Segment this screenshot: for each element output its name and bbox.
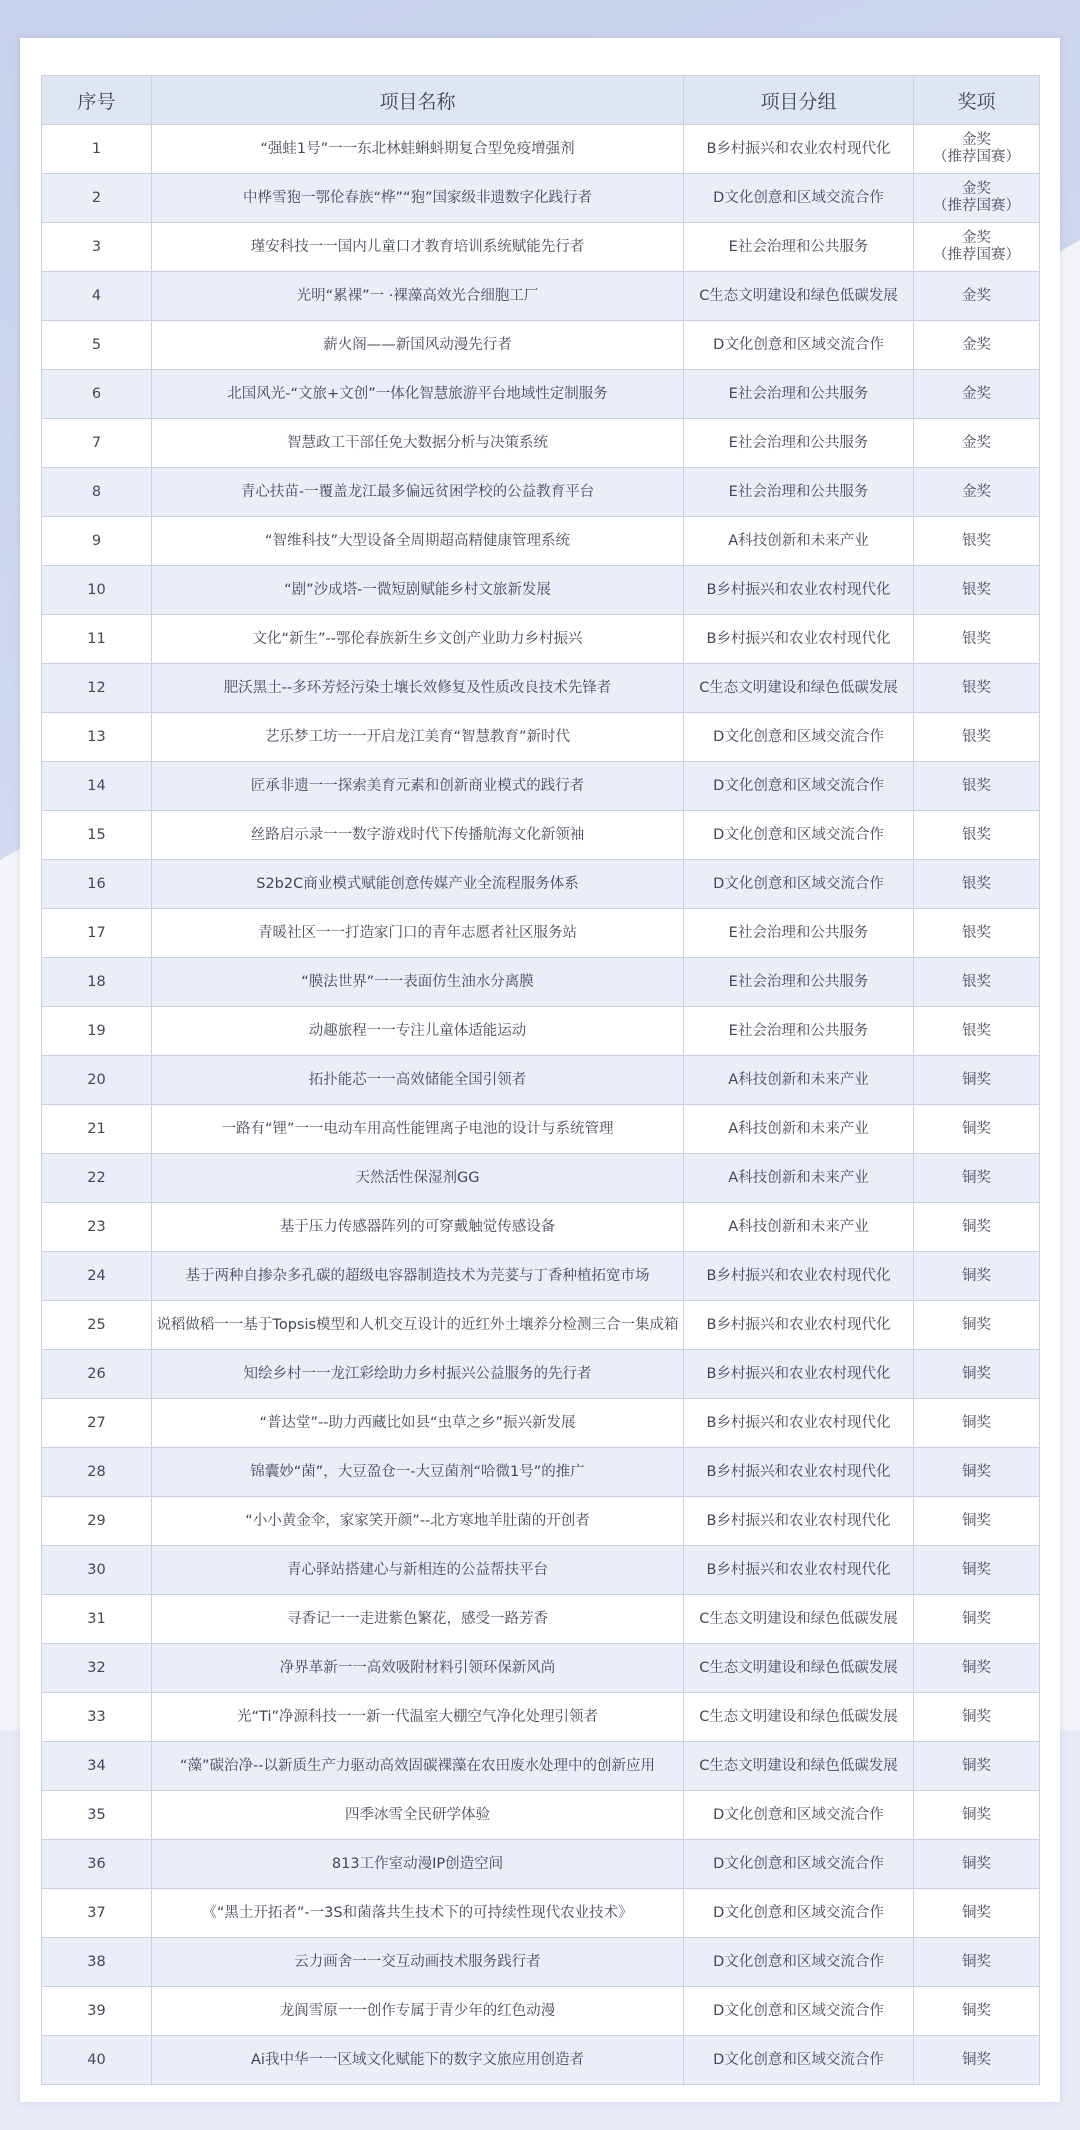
cell-project-group: C生态文明建设和绿色低碳发展 <box>684 1693 914 1742</box>
cell-index: 25 <box>42 1301 152 1350</box>
cell-index: 13 <box>42 713 152 762</box>
cell-project-name: 中桦雪狍一鄂伦春族“桦”“狍”国家级非遗数字化践行者 <box>152 174 684 223</box>
table-row <box>42 664 1040 713</box>
cell-award: 银奖 <box>914 517 1040 566</box>
table-row <box>42 1007 1040 1056</box>
cell-project-name: 光“Ti”净源科技一一新一代温室大棚空气净化处理引领者 <box>152 1693 684 1742</box>
cell-project-group: C生态文明建设和绿色低碳发展 <box>684 1742 914 1791</box>
cell-index: 35 <box>42 1791 152 1840</box>
cell-project-name: 薪火阁——新国风动漫先行者 <box>152 321 684 370</box>
cell-project-group: B乡村振兴和农业农村现代化 <box>684 1546 914 1595</box>
cell-index: 32 <box>42 1644 152 1693</box>
cell-index: 23 <box>42 1203 152 1252</box>
cell-project-group: E社会治理和公共服务 <box>684 223 914 272</box>
cell-project-name: 丝路启示录一一数字游戏时代下传播航海文化新领袖 <box>152 811 684 860</box>
cell-award: 金奖 <box>914 370 1040 419</box>
table-row <box>42 468 1040 517</box>
cell-project-name: 动趣旅程一一专注儿童体适能运动 <box>152 1007 684 1056</box>
cell-project-group: B乡村振兴和农业农村现代化 <box>684 1448 914 1497</box>
table-row <box>42 174 1040 223</box>
cell-project-name: S2b2C商业模式赋能创意传媒产业全流程服务体系 <box>152 860 684 909</box>
table-row <box>42 1987 1040 2036</box>
cell-award: 银奖 <box>914 1007 1040 1056</box>
table-row <box>42 909 1040 958</box>
cell-index: 10 <box>42 566 152 615</box>
cell-index: 40 <box>42 2036 152 2085</box>
cell-project-name: 北国风光-“文旅+文创”一体化智慧旅游平台地域性定制服务 <box>152 370 684 419</box>
cell-project-group: E社会治理和公共服务 <box>684 419 914 468</box>
cell-project-name: 肥沃黑土--多环芳烃污染土壤长效修复及性质改良技术先锋者 <box>152 664 684 713</box>
cell-award: 银奖 <box>914 909 1040 958</box>
cell-award: 铜奖 <box>914 1301 1040 1350</box>
cell-project-name: 艺乐梦工坊一一开启龙江美育“智慧教育”新时代 <box>152 713 684 762</box>
cell-project-name: “藻”碳治净--以新质生产力驱动高效固碳裸藻在农田废水处理中的创新应用 <box>152 1742 684 1791</box>
cell-project-name: 青心驿站搭建心与新相连的公益帮扶平台 <box>152 1546 684 1595</box>
cell-index: 4 <box>42 272 152 321</box>
cell-project-name: 锦囊妙“菌”，大豆盈仓一-大豆菌剂“哈微1号”的推广 <box>152 1448 684 1497</box>
table-row <box>42 713 1040 762</box>
header-award: 奖项 <box>914 76 1040 125</box>
cell-index: 3 <box>42 223 152 272</box>
cell-project-name: 寻香记一一走进紫色繁花，感受一路芳香 <box>152 1595 684 1644</box>
cell-project-group: E社会治理和公共服务 <box>684 468 914 517</box>
cell-index: 16 <box>42 860 152 909</box>
cell-index: 8 <box>42 468 152 517</box>
table-row <box>42 1301 1040 1350</box>
cell-project-group: D文化创意和区域交流合作 <box>684 860 914 909</box>
cell-project-group: B乡村振兴和农业农村现代化 <box>684 1301 914 1350</box>
cell-award: 银奖 <box>914 762 1040 811</box>
table-row <box>42 1203 1040 1252</box>
cell-award: 铜奖 <box>914 1889 1040 1938</box>
cell-project-group: D文化创意和区域交流合作 <box>684 713 914 762</box>
award-list-card <box>20 38 1060 2102</box>
cell-project-group: D文化创意和区域交流合作 <box>684 321 914 370</box>
cell-award: 铜奖 <box>914 1595 1040 1644</box>
cell-award: 铜奖 <box>914 1546 1040 1595</box>
cell-project-name: 光明“累裸”一 ·裸藻高效光合细胞工厂 <box>152 272 684 321</box>
cell-project-group: B乡村振兴和农业农村现代化 <box>684 1497 914 1546</box>
cell-index: 26 <box>42 1350 152 1399</box>
cell-index: 19 <box>42 1007 152 1056</box>
table-row <box>42 419 1040 468</box>
cell-award: 铜奖 <box>914 1154 1040 1203</box>
table-row <box>42 860 1040 909</box>
cell-project-name: “智维科技”大型设备全周期超高精健康管理系统 <box>152 517 684 566</box>
cell-project-group: A科技创新和未来产业 <box>684 1105 914 1154</box>
cell-award: 铜奖 <box>914 1742 1040 1791</box>
table-row <box>42 2036 1040 2085</box>
cell-index: 20 <box>42 1056 152 1105</box>
cell-project-group: C生态文明建设和绿色低碳发展 <box>684 664 914 713</box>
cell-project-name: 文化“新生”--鄂伦春族新生乡文创产业助力乡村振兴 <box>152 615 684 664</box>
cell-project-group: D文化创意和区域交流合作 <box>684 1987 914 2036</box>
cell-project-name: 说稻做稻一一基于Topsis模型和人机交互设计的近红外土壤养分检测三合一集成箱 <box>152 1301 684 1350</box>
table-row <box>42 1595 1040 1644</box>
cell-award: 金奖 <box>914 272 1040 321</box>
cell-award: 铜奖 <box>914 2036 1040 2085</box>
cell-project-group: D文化创意和区域交流合作 <box>684 762 914 811</box>
cell-award: 铜奖 <box>914 1105 1040 1154</box>
cell-index: 31 <box>42 1595 152 1644</box>
cell-award: 银奖 <box>914 860 1040 909</box>
cell-project-name: 《“黑土开拓者”-一3S和菌落共生技术下的可持续性现代农业技术》 <box>152 1889 684 1938</box>
table-row <box>42 517 1040 566</box>
cell-award: 金奖 <box>914 419 1040 468</box>
cell-award: 银奖 <box>914 566 1040 615</box>
cell-project-name: 龙阆雪原一一创作专属于青少年的红色动漫 <box>152 1987 684 2036</box>
cell-project-name: “膜法世界”一一表面仿生油水分离膜 <box>152 958 684 1007</box>
cell-award: 铜奖 <box>914 1987 1040 2036</box>
table-row <box>42 125 1040 174</box>
cell-project-name: 青心扶苗-一覆盖龙江最多偏远贫困学校的公益教育平台 <box>152 468 684 517</box>
cell-award: 银奖 <box>914 811 1040 860</box>
cell-project-name: “普达堂”--助力西藏比如县“虫草之乡”振兴新发展 <box>152 1399 684 1448</box>
cell-award: 银奖 <box>914 615 1040 664</box>
table-row <box>42 1644 1040 1693</box>
table-row <box>42 272 1040 321</box>
cell-award: 铜奖 <box>914 1252 1040 1301</box>
cell-project-name: 四季冰雪全民研学体验 <box>152 1791 684 1840</box>
table-row <box>42 1448 1040 1497</box>
cell-index: 17 <box>42 909 152 958</box>
table-row <box>42 1938 1040 1987</box>
cell-project-group: E社会治理和公共服务 <box>684 909 914 958</box>
table-row <box>42 1497 1040 1546</box>
cell-index: 24 <box>42 1252 152 1301</box>
cell-project-group: C生态文明建设和绿色低碳发展 <box>684 1595 914 1644</box>
cell-project-group: B乡村振兴和农业农村现代化 <box>684 1252 914 1301</box>
cell-project-name: 基于两种自掺杂多孔碳的超级电容器制造技术为芫荽与丁香种植拓宽市场 <box>152 1252 684 1301</box>
cell-project-name: 云力画舍一一交互动画技术服务践行者 <box>152 1938 684 1987</box>
table-row <box>42 1742 1040 1791</box>
cell-award: 铜奖 <box>914 1203 1040 1252</box>
cell-award: 铜奖 <box>914 1056 1040 1105</box>
table-row <box>42 1350 1040 1399</box>
cell-index: 28 <box>42 1448 152 1497</box>
cell-index: 9 <box>42 517 152 566</box>
cell-index: 34 <box>42 1742 152 1791</box>
cell-index: 18 <box>42 958 152 1007</box>
cell-index: 21 <box>42 1105 152 1154</box>
cell-index: 11 <box>42 615 152 664</box>
cell-index: 39 <box>42 1987 152 2036</box>
table-row <box>42 1693 1040 1742</box>
table-row <box>42 615 1040 664</box>
table-row <box>42 1252 1040 1301</box>
cell-award: 金奖 （推荐国赛） <box>914 125 1040 174</box>
cell-project-name: 智慧政工干部任免大数据分析与决策系统 <box>152 419 684 468</box>
cell-project-group: E社会治理和公共服务 <box>684 370 914 419</box>
cell-award: 金奖 <box>914 321 1040 370</box>
cell-project-name: 知绘乡村一一龙江彩绘助力乡村振兴公益服务的先行者 <box>152 1350 684 1399</box>
cell-award: 铜奖 <box>914 1840 1040 1889</box>
cell-project-group: B乡村振兴和农业农村现代化 <box>684 615 914 664</box>
table-row <box>42 1840 1040 1889</box>
cell-award: 铜奖 <box>914 1644 1040 1693</box>
table-row <box>42 1154 1040 1203</box>
cell-project-group: D文化创意和区域交流合作 <box>684 1889 914 1938</box>
table-row <box>42 1105 1040 1154</box>
cell-project-name: “剧”沙成塔-一微短剧赋能乡村文旅新发展 <box>152 566 684 615</box>
cell-project-group: D文化创意和区域交流合作 <box>684 1938 914 1987</box>
cell-project-group: D文化创意和区域交流合作 <box>684 2036 914 2085</box>
cell-award: 铜奖 <box>914 1350 1040 1399</box>
cell-award: 铜奖 <box>914 1693 1040 1742</box>
award-table <box>41 75 1040 2085</box>
cell-index: 1 <box>42 125 152 174</box>
header-project-group: 项目分组 <box>684 76 914 125</box>
table-row <box>42 1889 1040 1938</box>
cell-project-name: 基于压力传感器阵列的可穿戴触觉传感设备 <box>152 1203 684 1252</box>
table-row <box>42 1546 1040 1595</box>
cell-award: 金奖 <box>914 468 1040 517</box>
cell-project-group: E社会治理和公共服务 <box>684 1007 914 1056</box>
header-index: 序号 <box>42 76 152 125</box>
cell-index: 22 <box>42 1154 152 1203</box>
cell-project-name: 813工作室动漫IP创造空间 <box>152 1840 684 1889</box>
cell-index: 30 <box>42 1546 152 1595</box>
cell-award: 银奖 <box>914 664 1040 713</box>
cell-project-name: Ai我中华一一区域文化赋能下的数字文旅应用创造者 <box>152 2036 684 2085</box>
cell-award: 铜奖 <box>914 1791 1040 1840</box>
cell-award: 金奖 （推荐国赛） <box>914 174 1040 223</box>
table-row <box>42 1399 1040 1448</box>
cell-award: 金奖 （推荐国赛） <box>914 223 1040 272</box>
table-row <box>42 1056 1040 1105</box>
cell-index: 27 <box>42 1399 152 1448</box>
cell-award: 银奖 <box>914 958 1040 1007</box>
cell-project-group: C生态文明建设和绿色低碳发展 <box>684 1644 914 1693</box>
cell-index: 38 <box>42 1938 152 1987</box>
cell-project-name: 瑾安科技一一国内儿童口才教育培训系统赋能先行者 <box>152 223 684 272</box>
table-row <box>42 223 1040 272</box>
cell-project-name: 青暖社区一一打造家门口的青年志愿者社区服务站 <box>152 909 684 958</box>
cell-index: 7 <box>42 419 152 468</box>
table-row <box>42 370 1040 419</box>
cell-project-name: 天然活性保湿剂GG <box>152 1154 684 1203</box>
cell-index: 15 <box>42 811 152 860</box>
cell-index: 6 <box>42 370 152 419</box>
cell-project-name: “强蛙1号”一一东北林蛙蝌蚪期复合型免疫增强剂 <box>152 125 684 174</box>
cell-project-group: B乡村振兴和农业农村现代化 <box>684 1399 914 1448</box>
cell-award: 铜奖 <box>914 1938 1040 1987</box>
cell-project-group: D文化创意和区域交流合作 <box>684 1791 914 1840</box>
header-project-name: 项目名称 <box>152 76 684 125</box>
cell-award: 银奖 <box>914 713 1040 762</box>
cell-project-name: “小小黄金伞，家家笑开颜”--北方寒地羊肚菌的开创者 <box>152 1497 684 1546</box>
cell-index: 33 <box>42 1693 152 1742</box>
cell-project-group: D文化创意和区域交流合作 <box>684 1840 914 1889</box>
table-row <box>42 958 1040 1007</box>
table-row <box>42 321 1040 370</box>
cell-award: 铜奖 <box>914 1497 1040 1546</box>
cell-index: 12 <box>42 664 152 713</box>
table-row <box>42 762 1040 811</box>
table-row <box>42 811 1040 860</box>
cell-project-group: A科技创新和未来产业 <box>684 1056 914 1105</box>
cell-index: 36 <box>42 1840 152 1889</box>
cell-project-name: 净界革新一一高效吸附材料引领环保新风尚 <box>152 1644 684 1693</box>
table-header-row <box>42 76 1040 125</box>
table-body <box>42 125 1040 2085</box>
table-row <box>42 1791 1040 1840</box>
cell-project-group: C生态文明建设和绿色低碳发展 <box>684 272 914 321</box>
cell-award: 铜奖 <box>914 1399 1040 1448</box>
cell-project-group: E社会治理和公共服务 <box>684 958 914 1007</box>
cell-index: 14 <box>42 762 152 811</box>
cell-project-group: A科技创新和未来产业 <box>684 1203 914 1252</box>
cell-index: 37 <box>42 1889 152 1938</box>
cell-project-name: 匠承非遗一一探索美育元素和创新商业模式的践行者 <box>152 762 684 811</box>
cell-project-group: B乡村振兴和农业农村现代化 <box>684 1350 914 1399</box>
table-row <box>42 566 1040 615</box>
cell-index: 2 <box>42 174 152 223</box>
cell-award: 铜奖 <box>914 1448 1040 1497</box>
cell-project-group: D文化创意和区域交流合作 <box>684 811 914 860</box>
cell-project-group: B乡村振兴和农业农村现代化 <box>684 566 914 615</box>
cell-index: 29 <box>42 1497 152 1546</box>
cell-project-name: 拓扑能芯一一高效储能全国引领者 <box>152 1056 684 1105</box>
cell-project-name: 一路有“锂”一一电动车用高性能锂离子电池的设计与系统管理 <box>152 1105 684 1154</box>
cell-project-group: A科技创新和未来产业 <box>684 1154 914 1203</box>
cell-project-group: B乡村振兴和农业农村现代化 <box>684 125 914 174</box>
cell-project-group: D文化创意和区域交流合作 <box>684 174 914 223</box>
cell-index: 5 <box>42 321 152 370</box>
cell-project-group: A科技创新和未来产业 <box>684 517 914 566</box>
